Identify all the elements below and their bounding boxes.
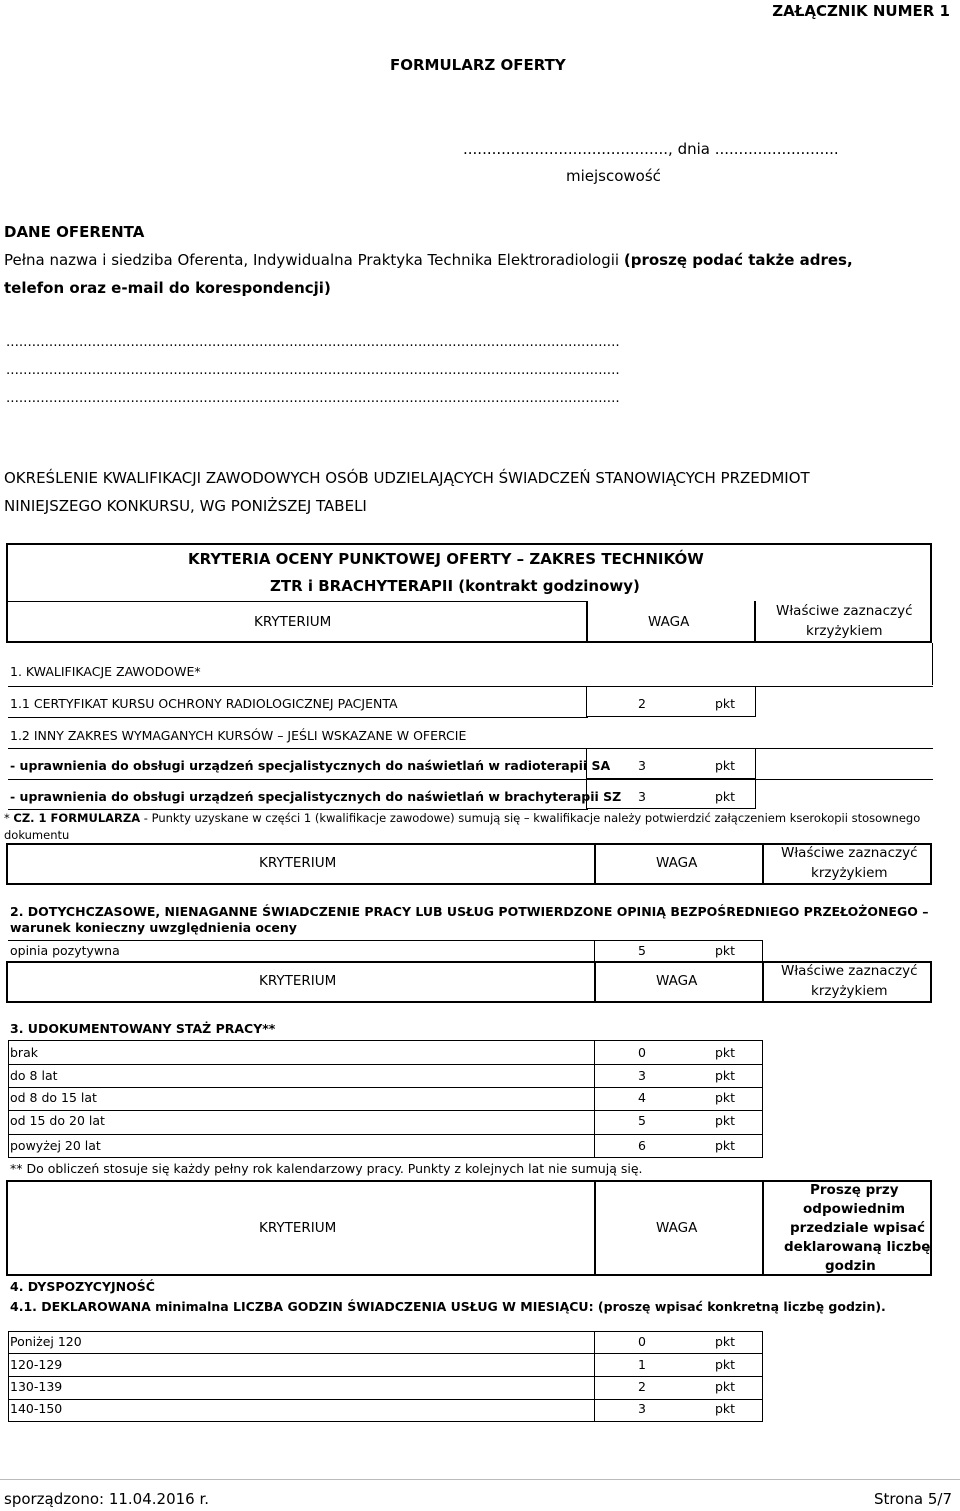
section2-item-pkt: pkt [715,943,736,958]
criteria-title-line1: KRYTERIA OCENY PUNKTOWEJ OFERTY – ZAKRES TECHNIKÓW [188,550,704,568]
tenure-row-0-label: brak [10,1045,38,1060]
tenure-row-4-label: powyżej 20 lat [10,1138,101,1153]
item2b-label: - uprawnienia do obsługi urządzeń specjalistycznych do naświetlań w brachyterapii SZ [10,789,622,804]
bidder-dots-2[interactable]: ............................................................................................................................................... [6,362,620,378]
hours-row-0-label: Poniżej 120 [10,1334,82,1349]
hours-row-1-pkt: pkt [715,1357,736,1372]
section4-col-hours-l4: deklarowaną liczbę [784,1239,931,1255]
tenure-row-1-label: do 8 lat [10,1068,58,1083]
bidder-dots-3[interactable]: ............................................................................................................................................... [6,390,620,406]
item2-label: 1.2 INNY ZAKRES WYMAGANYCH KURSÓW – JEŚLI WSKAZANE W OFERCIE [10,728,467,743]
item1-label: 1.1 CERTYFIKAT KURSU OCHRONY RADIOLOGICZNEJ PACJENTA [10,696,398,711]
section4-col-hours-l1: Proszę przy [810,1182,899,1198]
hours-row-2-label: 130-139 [10,1379,63,1394]
place-label: miejscowość [566,167,661,185]
place-date-field[interactable]: ..........................................., dnia .......................... [463,140,839,158]
hours-row-1-points: 1 [638,1357,646,1372]
item1-pkt: pkt [715,696,736,711]
qualifications-line1: OKREŚLENIE KWALIFIKACJI ZAWODOWYCH OSÓB UDZIELAJĄCYCH ŚWIADCZEŃ STANOWIĄCYCH PRZEDMIOT [4,469,810,487]
section2-col-weight: WAGA [656,855,698,871]
bidder-line2: telefon oraz e-mail do korespondencji) [4,279,331,297]
section1-title: 1. KWALIFIKACJE ZAWODOWE* [10,664,201,679]
section3-col-criterion: KRYTERIUM [259,973,337,989]
hours-row-2-pkt: pkt [715,1379,736,1394]
col-mark-header-l2: krzyżykiem [806,623,883,639]
tenure-row-4-pkt: pkt [715,1138,736,1153]
hours-row-3-pkt: pkt [715,1401,736,1416]
section2-col-mark-l1: Właściwe zaznaczyć [781,845,918,861]
criteria-title-line2: ZTR i BRACHYTERAPII (kontrakt godzinowy) [270,577,640,595]
section2-col-criterion: KRYTERIUM [259,855,337,871]
bidder-line1-bold: (proszę podać także adres, [623,251,853,269]
tenure-row-4-points: 6 [638,1138,646,1153]
tenure-row-1-pkt: pkt [715,1068,736,1083]
section3-col-weight: WAGA [656,973,698,989]
section4-title: 4. DYSPOZYCYJNOŚĆ [10,1279,155,1294]
section3-col-mark-l1: Właściwe zaznaczyć [781,963,918,979]
section2-item-label: opinia pozytywna [10,943,120,958]
bidder-line1-text: Pełna nazwa i siedziba Oferenta, Indywidualna Praktyka Technika Elektroradiologii [4,251,624,269]
section4-col-hours-l5: godzin [825,1258,876,1274]
item2b-pkt: pkt [715,789,736,804]
tenure-row-2-label: od 8 do 15 lat [10,1090,97,1105]
hours-row-1-label: 120-129 [10,1357,63,1372]
item2a-pkt: pkt [715,758,736,773]
section4-col-hours-l2: odpowiednim [803,1201,906,1217]
footnote-bold: CZ. 1 FORMULARZA [13,811,141,825]
col-criterion-header: KRYTERIUM [254,614,332,630]
hours-row-2-points: 2 [638,1379,646,1394]
bidder-dots-1[interactable]: ............................................................................................................................................... [6,334,620,350]
footer-page: Strona 5/7 [873,1490,952,1508]
bidder-heading: DANE OFERENTA [4,223,145,241]
section4-col-criterion: KRYTERIUM [259,1220,337,1236]
footnote-rest: - Punkty uzyskane w części 1 (kwalifikacje zawodowe) sumują się – kwalifikacje należy potwierdzić załączeniem kserokopii stosownego [140,811,921,825]
col-weight-header: WAGA [648,614,690,630]
form-title: FORMULARZ OFERTY [390,56,566,74]
attachment-label: ZAŁĄCZNIK NUMER 1 [772,2,950,20]
item2b-points: 3 [638,789,646,804]
footer-prepared: sporządzono: 11.04.2016 r. [4,1490,210,1508]
section2-title-line1: 2. DOTYCHCZASOWE, NIENAGANNE ŚWIADCZENIE PRACY LUB USŁUG POTWIERDZONE OPINIĄ BEZPOŚREDNIEGO PRZEŁOŻONEGO – [10,904,929,919]
section4-subtitle: 4.1. DEKLAROWANA minimalna LICZBA GODZIN ŚWIADCZENIA USŁUG W MIESIĄCU: (proszę wpisać konkretną liczbę godzin). [10,1299,886,1314]
footnote-star: * [4,811,14,825]
section4-col-weight: WAGA [656,1220,698,1236]
section4-col-hours-l3: przedziale wpisać [790,1220,925,1236]
item1-points: 2 [638,696,646,711]
section3-title: 3. UDOKUMENTOWANY STAŻ PRACY** [10,1021,276,1036]
tenure-row-3-pkt: pkt [715,1113,736,1128]
item2a-points: 3 [638,758,646,773]
tenure-row-0-pkt: pkt [715,1045,736,1060]
tenure-row-1-points: 3 [638,1068,646,1083]
section1-footnote-line2: dokumentu [4,828,70,842]
section2-title-line2: warunek konieczny uwzględnienia oceny [10,920,297,935]
hours-row-0-pkt: pkt [715,1334,736,1349]
qualifications-line2: NINIEJSZEGO KONKURSU, WG PONIŻSZEJ TABELI [4,497,367,515]
section1-footnote [4,811,920,825]
section3-col-mark-l2: krzyżykiem [811,983,888,999]
section3-footnote: ** Do obliczeń stosuje się każdy pełny rok kalendarzowy pracy. Punkty z kolejnych lat nie sumują się. [10,1161,643,1176]
tenure-row-2-pkt: pkt [715,1090,736,1105]
tenure-row-0-points: 0 [638,1045,646,1060]
tenure-row-3-points: 5 [638,1113,646,1128]
hours-row-0-points: 0 [638,1334,646,1349]
bidder-line1 [4,251,939,269]
col-mark-header-l1: Właściwe zaznaczyć [776,603,913,619]
section2-col-mark-l2: krzyżykiem [811,865,888,881]
hours-row-3-label: 140-150 [10,1401,63,1416]
section2-item-points: 5 [638,943,646,958]
hours-row-3-points: 3 [638,1401,646,1416]
tenure-row-2-points: 4 [638,1090,646,1105]
tenure-row-3-label: od 15 do 20 lat [10,1113,105,1128]
item2a-label: - uprawnienia do obsługi urządzeń specjalistycznych do naświetlań w radioterapii SA [10,758,611,773]
